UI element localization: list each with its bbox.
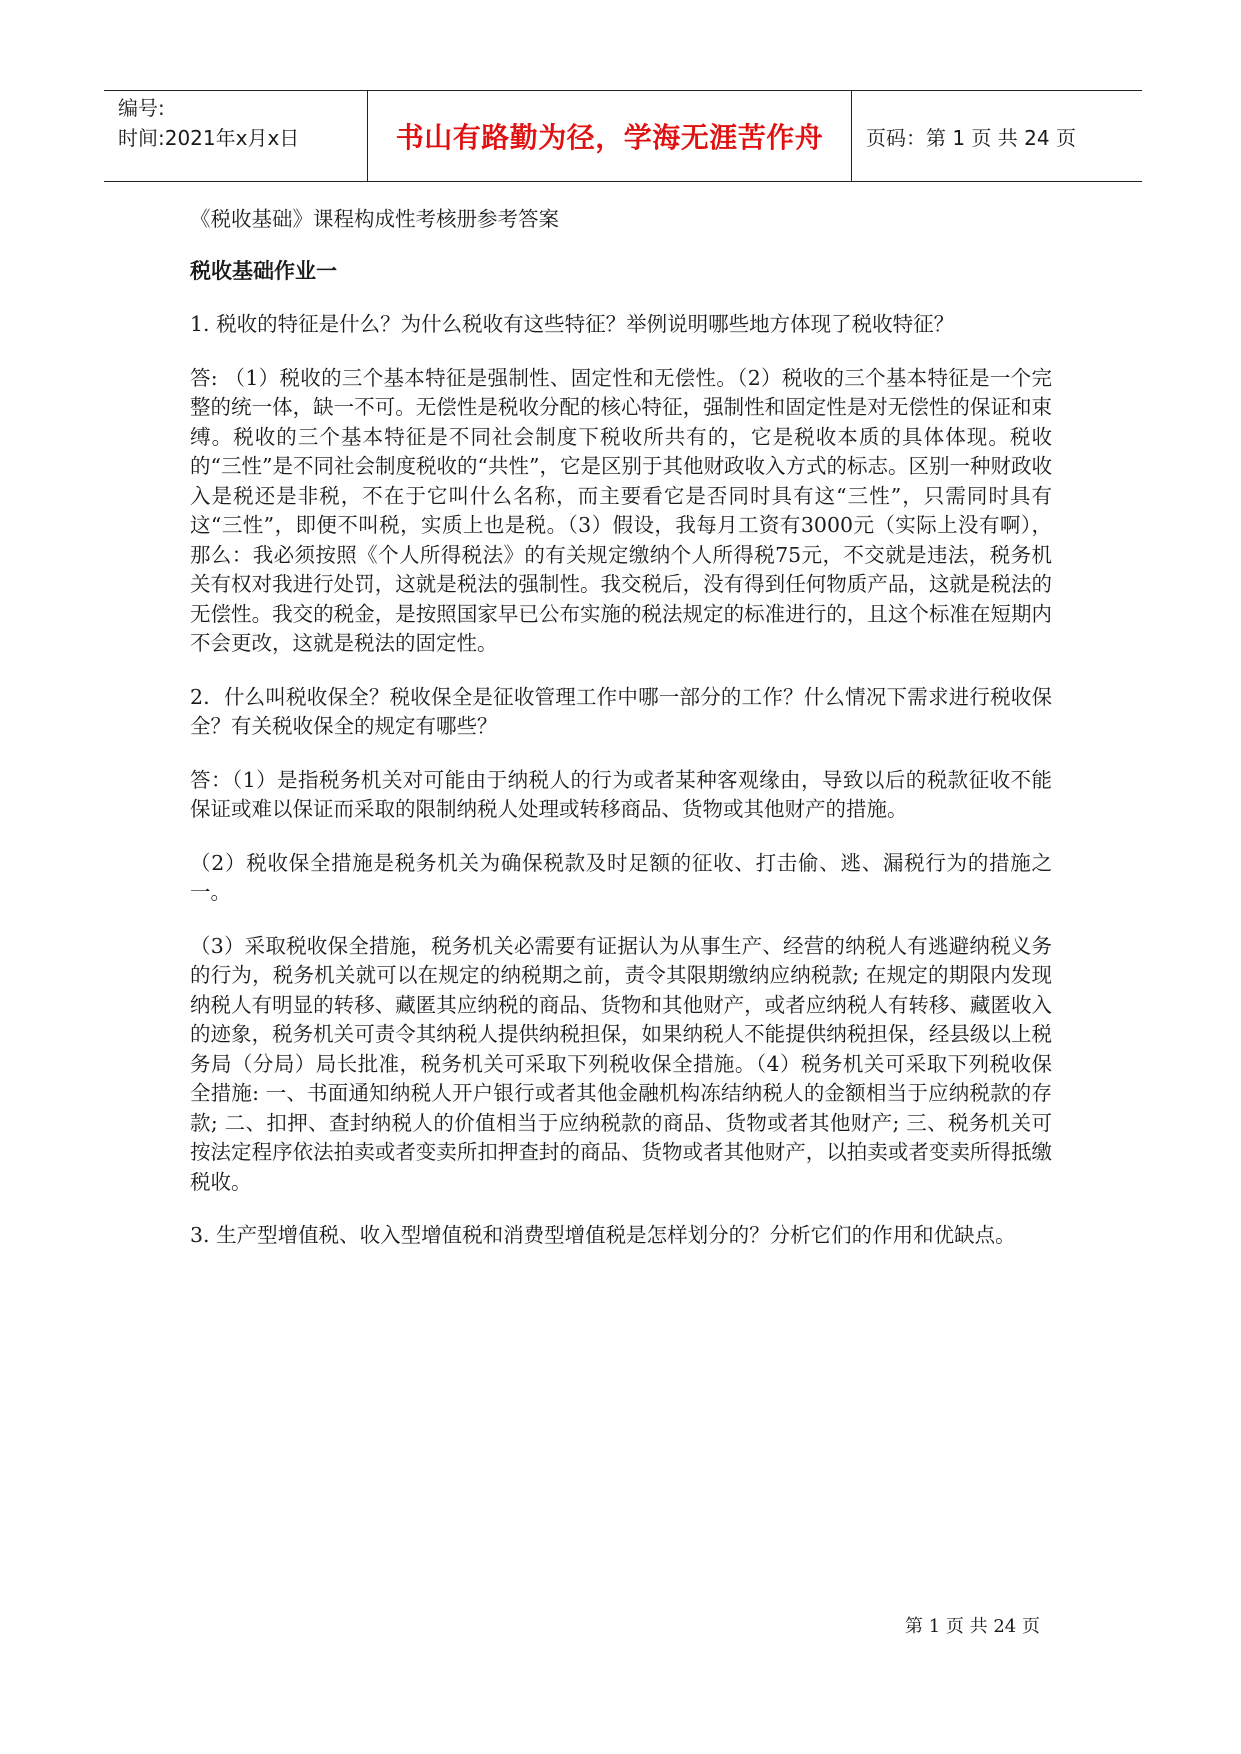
header-meta bbox=[104, 91, 368, 181]
answer-2-part-2: （2）税收保全措施是税务机关为确保税款及时足额的征收、打击偷、逃、漏税行为的措施之一。 bbox=[190, 850, 1052, 904]
answer-2-part-3: （3）采取税收保全措施，税务机关必需要有证据认为从事生产、经营的纳税人有逃避纳税义务的行为，税务机关就可以在规定的纳税期之前，责令其限期缴纳应纳税款; 在规定的期限内发现纳税人有明显的转移、藏匿其应纳税的商品、货物和其他财产，或者应纳税人有转移、藏匿收入的迹象，税务机关可责令其纳税人提供纳税担保，如果纳税人不能提供纳税担保，经县级以上税务局（分局）局长批准，税务机关可采取下列税收保全措施。（4）税务机关可采取下列税收保全措施: 一、书面通知纳税人开户银行或者其他金融机构冻结纳税人的金额相当于应纳税款的存款; 二、扣押、查封纳税人的价值相当于应纳税款的商品、货物或者其他财产; 三、税务机关可按法定程序依法拍卖或者变卖所扣押查封的商品、货物或者其他财产，以拍卖或者变卖所得抵缴税收。 bbox=[190, 933, 1052, 1194]
page-footer: 第 1 页 共 24 页 bbox=[905, 1616, 1040, 1637]
question-2: 2．什么叫税收保全？税收保全是征收管理工作中哪一部分的工作？什么情况下需求进行税收保全？有关税收保全的规定有哪些？ bbox=[190, 684, 1052, 738]
document-title: 《税收基础》课程构成性考核册参考答案 bbox=[190, 207, 559, 231]
document-number-label: 编号: bbox=[118, 96, 165, 120]
section-title: 税收基础作业一 bbox=[190, 258, 337, 283]
answer-2-part-1: 答：（1）是指税务机关对可能由于纳税人的行为或者某种客观缘由，导致以后的税款征收不能保证或难以保证而采取的限制纳税人处理或转移商品、货物或其他财产的措施。 bbox=[190, 767, 1052, 821]
answer-1: 答: （1）税收的三个基本特征是强制性、固定性和无偿性。（2）税收的三个基本特征是一个完整的统一体，缺一不可。无偿性是税收分配的核心特征，强制性和固定性是对无偿性的保证和束缚。税收的三个基本特征是不同社会制度下税收所共有的，它是税收本质的具体体现。税收的“三性”是不同社会制度税收的“共性”，它是区别于其他财政收入方式的标志。区别一种财政收入是税还是非税，不在于它叫什么名称，而主要看它是否同时具有这“三性”，只需同时具有这“三性”，即便不叫税，实质上也是税。（3）假设，我每月工资有3000元（实际上没有啊），那么：我必须按照《个人所得税法》的有关规定缴纳个人所得税75元，不交就是违法，税务机关有权对我进行处罚，这就是税法的强制性。我交税后，没有得到任何物质产品，这就是税法的无偿性。我交的税金，是按照国家早已公布实施的税法规定的标准进行的，且这个标准在短期内不会更改，这就是税法的固定性。 bbox=[190, 365, 1052, 655]
document-body bbox=[190, 205, 1052, 1275]
question-3: 3. 生产型增值税、收入型增值税和消费型增值税是怎样划分的？分析它们的作用和优缺点。 bbox=[190, 1223, 1016, 1247]
header-page-label: 页码：第 1 页 共 24 页 bbox=[866, 125, 1076, 150]
document-time-label: 时间:2021年x月x日 bbox=[118, 126, 300, 150]
question-1: 1. 税收的特征是什么？为什么税收有这些特征？举例说明哪些地方体现了税收特征？ bbox=[190, 312, 955, 336]
header-motto: 书山有路勤为径，学海无涯苦作舟 bbox=[368, 91, 852, 181]
page-header bbox=[104, 90, 1142, 182]
